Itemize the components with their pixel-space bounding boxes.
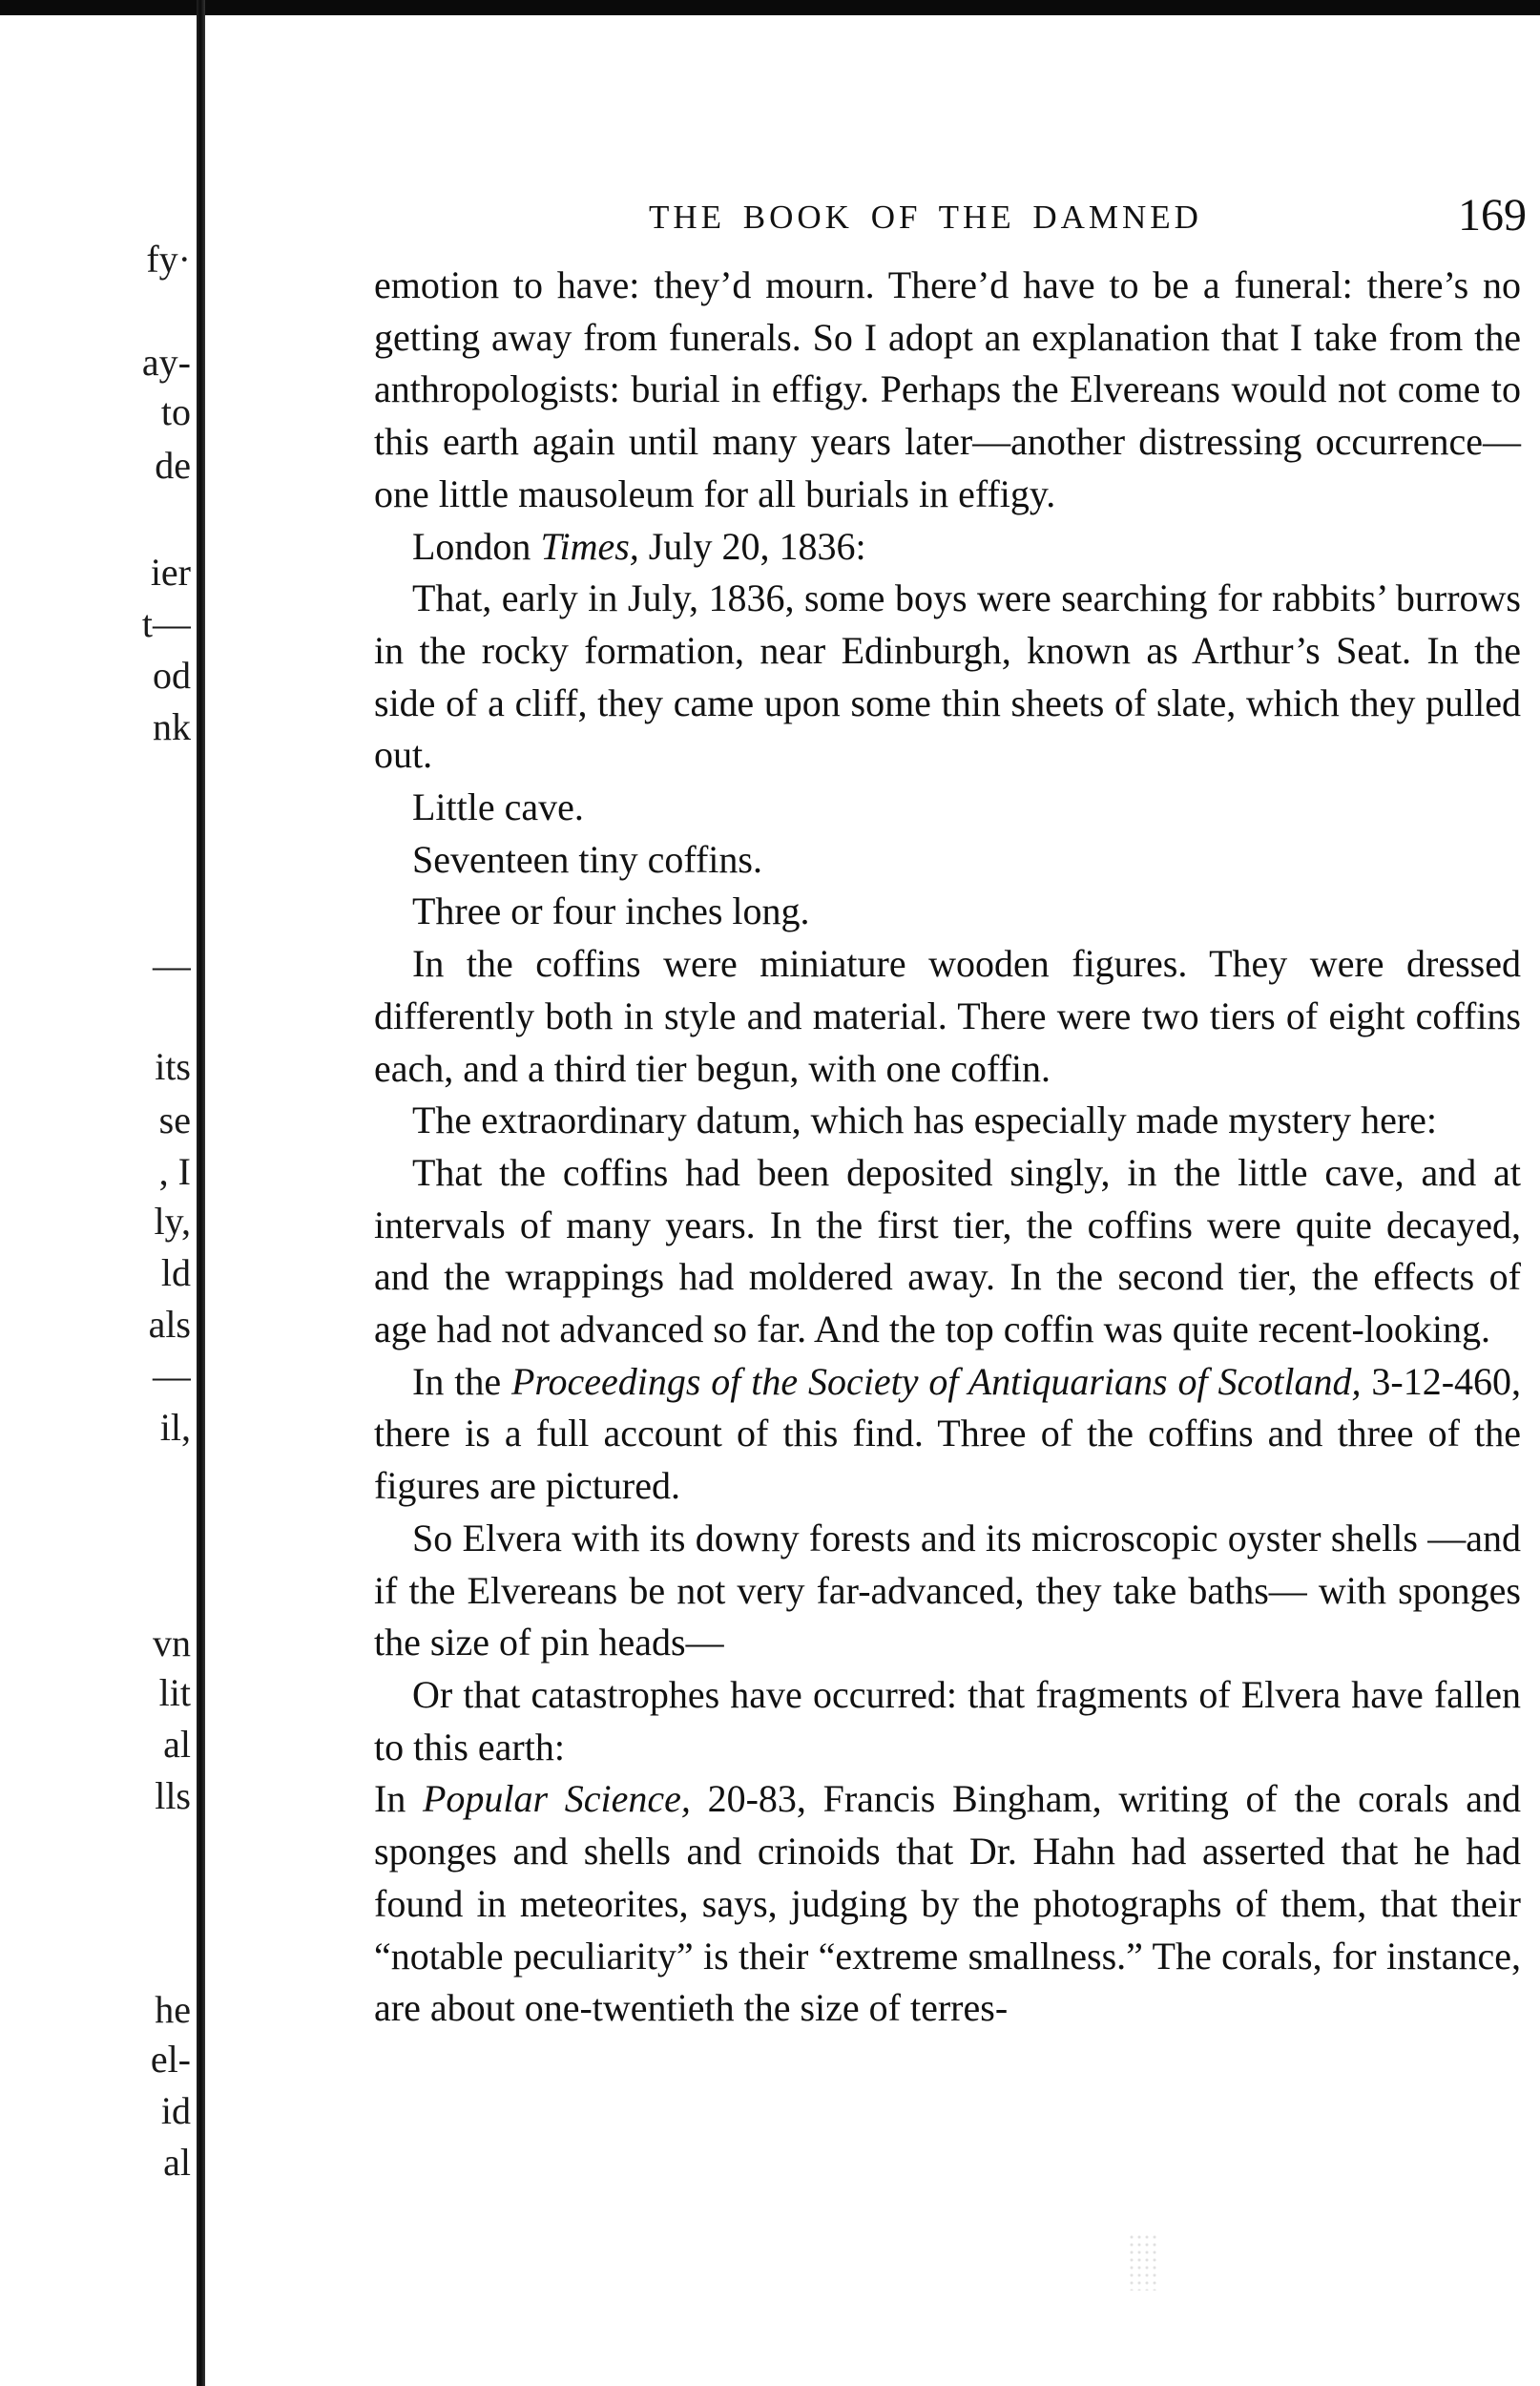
paragraph bbox=[374, 521, 1521, 574]
italic-citation: Times, bbox=[540, 524, 639, 568]
facing-page-fragment: fy· bbox=[146, 238, 191, 281]
facing-page-fragment: — bbox=[153, 944, 191, 987]
facing-page-fragment: de bbox=[155, 444, 191, 487]
paragraph bbox=[374, 1356, 1521, 1513]
facing-page-fragment: ier bbox=[150, 551, 191, 594]
text-run: In bbox=[374, 1777, 423, 1821]
facing-page-fragment: — bbox=[153, 1354, 191, 1397]
running-title: THE BOOK OF THE DAMNED bbox=[649, 199, 1202, 236]
text-run: Seventeen tiny coffins. bbox=[412, 837, 762, 881]
facing-page-fragment: t— bbox=[141, 602, 191, 645]
facing-page-fragment: lls bbox=[155, 1774, 191, 1817]
paragraph bbox=[374, 834, 1521, 887]
italic-citation: Proceedings of the Society of Antiquarians of Scotland, bbox=[510, 1359, 1362, 1403]
paragraph bbox=[374, 573, 1521, 782]
text-run: In the coffins were miniature wooden figures. They were dressed differently both in style and material. There were two tiers of eight coffins each, and a third tier begun, with one coffin. bbox=[374, 942, 1521, 1090]
text-run: emotion to have: they’d mourn. There’d have to be a funeral: there’s no getting away from funerals. So I adopt an explanation that I take from the anthropologists: burial in effigy. Perhaps the Elvereans would not come to this earth again until many years later—another distressing occurrence—one little mausoleum for all burials in effigy. bbox=[374, 263, 1521, 515]
facing-page-fragment: its bbox=[155, 1045, 191, 1088]
facing-page-fragment: to bbox=[160, 390, 191, 433]
facing-page-fragment: he bbox=[155, 1988, 191, 2031]
paragraph bbox=[374, 938, 1521, 1095]
facing-page-fragment: se bbox=[158, 1099, 191, 1141]
facing-page-fragment: ld bbox=[160, 1251, 191, 1294]
paragraph bbox=[374, 1513, 1521, 1669]
facing-page-fragment: od bbox=[153, 654, 191, 697]
text-run: July 20, 1836: bbox=[638, 524, 866, 568]
paragraph bbox=[374, 1669, 1521, 1773]
text-run: 20-83, Francis Bingham, writing of the corals and sponges and shells and crinoids that Dr. Hahn had asserted that he had found in meteorites, says, judging by the photographs of them, that their “notable peculiarity” is their “extreme smallness.” The corals, for instance, are about one-twentieth the size of terres- bbox=[374, 1777, 1522, 2030]
text-run: 3-12-460, there is a full account of this find. Three of the coffins and three of the figures are pictured. bbox=[374, 1359, 1522, 1508]
print-speckle bbox=[1128, 2233, 1156, 2291]
text-run: Or that catastrophes have occurred: that fragments of Elvera have fallen to this earth: bbox=[374, 1672, 1521, 1769]
facing-page-fragment: nk bbox=[153, 705, 191, 748]
facing-page-fragment: id bbox=[160, 2089, 191, 2132]
paragraph bbox=[374, 260, 1521, 521]
text-run: So Elvera with its downy forests and its microscopic oyster shells —and if the Elvereans be not very far-advanced, they take baths— with sponges the size of pin heads— bbox=[374, 1516, 1521, 1664]
facing-page-fragment: ay- bbox=[141, 341, 191, 384]
facing-page-fragment: vn bbox=[153, 1622, 191, 1664]
page-top-edge bbox=[0, 0, 1540, 15]
facing-page-fragment: al bbox=[163, 1723, 191, 1766]
text-run: Three or four inches long. bbox=[412, 890, 810, 933]
book-spine-shadow bbox=[197, 0, 205, 2386]
text-run: That the coffins had been deposited singly, in the little cave, and at intervals of many years. In the first tier, the coffins were quite decayed, and the wrappings had moldered away. In the second tier, the effects of age had not advanced so far. And the top coffin was quite recent-looking. bbox=[374, 1150, 1521, 1351]
page-header bbox=[382, 189, 1527, 246]
facing-page-fragment: ly, bbox=[154, 1200, 191, 1243]
facing-page-fragment: , I bbox=[158, 1150, 191, 1193]
facing-page-fragment: el- bbox=[150, 2038, 191, 2081]
paragraph bbox=[374, 1773, 1521, 2035]
paragraph bbox=[374, 886, 1521, 938]
facing-page-fragment: il, bbox=[159, 1406, 191, 1449]
text-run: The extraordinary datum, which has especially made mystery here: bbox=[412, 1099, 1438, 1142]
facing-page-fragment: al bbox=[163, 2141, 191, 2184]
italic-citation: Popular Science, bbox=[423, 1777, 691, 1821]
facing-page-fragment: lit bbox=[158, 1671, 191, 1714]
paragraph bbox=[374, 782, 1521, 834]
text-run: London bbox=[412, 524, 541, 568]
text-run: In the bbox=[412, 1359, 511, 1403]
facing-page-fragment: als bbox=[148, 1303, 191, 1346]
body-text bbox=[374, 260, 1521, 2035]
text-run: That, early in July, 1836, some boys were searching for rabbits’ burrows in the rocky formation, near Edinburgh, known as Arthur’s Seat. In the side of a cliff, they came upon some thin sheets of slate, which they pulled out. bbox=[374, 576, 1521, 777]
text-run: Little cave. bbox=[412, 785, 584, 829]
facing-page-fragments bbox=[0, 0, 191, 2386]
paragraph bbox=[374, 1095, 1521, 1147]
paragraph bbox=[374, 1147, 1521, 1356]
page-number: 169 bbox=[1458, 190, 1527, 241]
